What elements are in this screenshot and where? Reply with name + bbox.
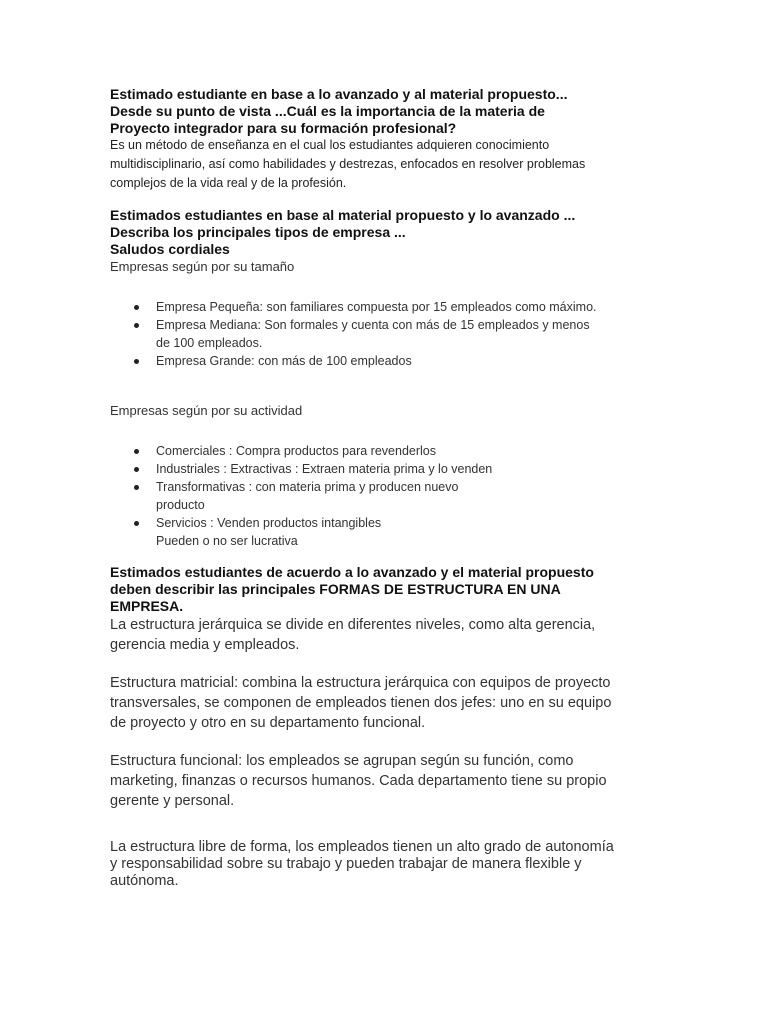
list-item-text: de 100 empleados. [156, 336, 263, 350]
list-item-text: Empresa Mediana: Son formales y cuenta con más de 15 empleados y menos [156, 318, 590, 332]
size-heading: Empresas según por su tamaño [110, 259, 295, 274]
paragraph-line: transversales, se componen de empleados tienen dos jefes: uno en su equipo [110, 695, 612, 711]
answer-1-line: complejos de la vida real y de la profesión. [110, 176, 347, 190]
paragraph-line: autónoma. [110, 873, 179, 889]
question-2 [110, 207, 670, 258]
size-list [110, 298, 670, 370]
list-item-text: Comerciales : Compra productos para revenderlos [156, 444, 436, 458]
question-1-line: Proyecto integrador para su formación profesional? [110, 120, 457, 136]
paragraph-line: La estructura jerárquica se divide en diferentes niveles, como alta gerencia, [110, 617, 596, 633]
activity-list [110, 442, 670, 550]
list-item-text: Empresa Grande: con más de 100 empleados [156, 354, 412, 368]
paragraph-line: gerente y personal. [110, 793, 235, 809]
structure-paragraph-hierarchical [110, 615, 670, 655]
paragraph-line: Estructura matricial: combina la estructura jerárquica con equipos de proyecto [110, 675, 611, 691]
structure-paragraph-free-form [110, 839, 670, 890]
question-1-line: Desde su punto de vista ...Cuál es la importancia de la materia de [110, 103, 545, 119]
question-2-line: Describa los principales tipos de empresa ... [110, 224, 406, 240]
answer-1-line: Es un método de enseñanza en el cual los estudiantes adquieren conocimiento [110, 138, 550, 152]
question-3-line: Estimados estudiantes de acuerdo a lo avanzado y el material propuesto [110, 564, 594, 580]
question-3 [110, 564, 670, 615]
paragraph-line: marketing, finanzas o recursos humanos. Cada departamento tiene su propio [110, 773, 607, 789]
question-2-line: Saludos cordiales [110, 241, 230, 257]
list-item [156, 352, 670, 370]
paragraph-line: de proyecto y otro en su departamento funcional. [110, 715, 426, 731]
list-item-text: Transformativas : con materia prima y producen nuevo [156, 480, 459, 494]
activity-heading: Empresas según por su actividad [110, 403, 303, 418]
question-1-line: Estimado estudiante en base a lo avanzado y al material propuesto... [110, 86, 568, 102]
list-item-text: Industriales : Extractivas : Extraen materia prima y lo venden [156, 462, 493, 476]
list-item-text: producto [156, 498, 205, 512]
list-item [156, 478, 670, 514]
list-item [156, 298, 670, 316]
question-1 [110, 86, 670, 137]
list-item [156, 316, 670, 352]
list-item-text: Pueden o no ser lucrativa [156, 534, 298, 548]
document-body [110, 86, 670, 890]
list-item [156, 460, 670, 478]
answer-1-line: multidisciplinario, así como habilidades y destrezas, enfocados en resolver problemas [110, 157, 586, 171]
answer-1 [110, 136, 670, 193]
question-2-line: Estimados estudiantes en base al material propuesto y lo avanzado ... [110, 207, 576, 223]
structure-paragraph-matrix [110, 673, 670, 733]
paragraph-line: gerencia media y empleados. [110, 637, 300, 653]
paragraph-line: Estructura funcional: los empleados se agrupan según su función, como [110, 753, 574, 769]
paragraph-line: La estructura libre de forma, los empleados tienen un alto grado de autonomía [110, 839, 614, 855]
question-3-line: deben describir las principales FORMAS DE ESTRUCTURA EN UNA [110, 581, 561, 597]
list-item-text: Servicios : Venden productos intangibles [156, 516, 382, 530]
structure-paragraph-functional [110, 751, 670, 811]
question-3-line: EMPRESA. [110, 598, 184, 614]
list-item [156, 442, 670, 460]
list-item [156, 514, 670, 550]
paragraph-line: y responsabilidad sobre su trabajo y pueden trabajar de manera flexible y [110, 856, 582, 872]
list-item-text: Empresa Pequeña: son familiares compuesta por 15 empleados como máximo. [156, 300, 597, 314]
